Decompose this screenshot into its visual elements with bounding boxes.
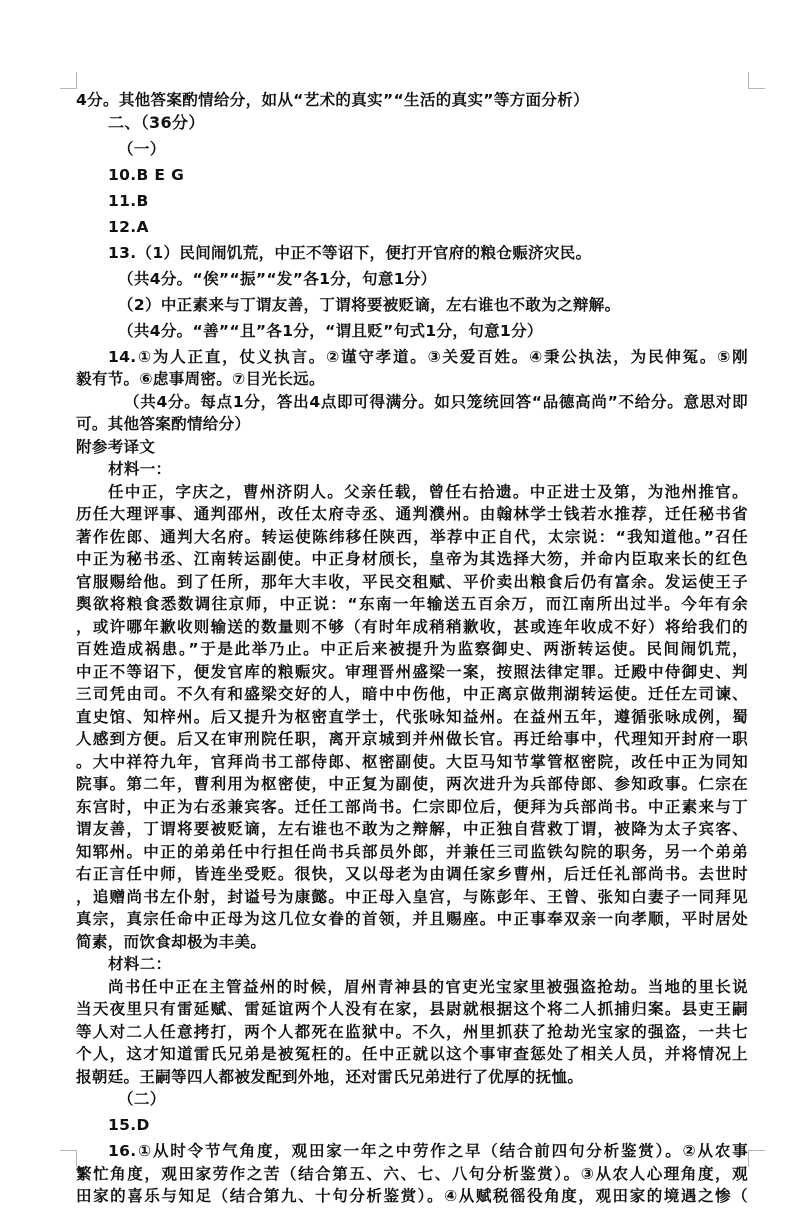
translation-line: 简素，而饮食却极为丰美。 (76, 932, 267, 951)
translation-line: 真宗，真宗任命中正母为这几位女眷的首领，并且赐座。中正事奉双亲一向孝顺，平时居处 (76, 910, 748, 928)
answer-15: 15.D (108, 1116, 150, 1134)
text-line: 可。其他答案酌情给分） (76, 415, 251, 433)
crop-mark-top-left (60, 72, 77, 89)
material-1-heading: 材料一： (108, 460, 172, 478)
subsection-heading: （一） (118, 139, 166, 158)
translation-line: 右正言任中师，皆连坐受贬。很快，又以母老为由调任家乡曹州，后迁任礼部尚书。去世时 (76, 865, 748, 883)
subsection-heading: （二） (118, 1090, 166, 1108)
translation-line: 报朝廷。王嗣等四人都被发配到外地，还对雷氏兄弟进行了优厚的抚恤。 (76, 1067, 584, 1086)
answer-13-2: （2）中正素来与丁谓友善，丁谓将要被贬谪，左右谁也不敢为之辩解。 (118, 295, 621, 314)
crop-mark-bottom-right (748, 1150, 765, 1167)
text-line: 繁忙角度，观田家劳作之苦（结合第五、六、七、八句分析鉴赏）。③从农人心理角度，观 (76, 1164, 748, 1183)
answer-13-1: 13.（1）民间闹饥荒，中正不等诏下，便打开官府的粮仓赈济灾民。 (108, 243, 592, 262)
translation-line: 院事。第二年，曹利用为枢密使，中正复为副使，两次进升为兵部侍郎、参知政事。仁宗在 (76, 775, 748, 793)
translation-line: 中正为秘书丞、江南转运副使。中正身材颀长，皇帝为其选择大笏，并命内臣取来长的红色 (76, 550, 748, 568)
translation-line: 百姓造成祸患。”于是此举乃止。中正后来被提升为监察御史、两浙转运使。民间闹饥荒， (76, 640, 748, 658)
translation-line: 历任大理评事、通判邵州，改任太府寺丞、通判濮州。由翰林学士钱若水推荐，迁任秘书省 (76, 505, 748, 523)
section-heading: 二、（36分） (108, 112, 205, 132)
translation-line: 三司凭由司。不久有和盛梁交好的人，暗中中伤他，中正离京做荆湖转运使。迁任左司谏、 (76, 685, 748, 703)
answer-10: 10.B E G (108, 165, 185, 184)
translation-line: 。大中祥符九年，官拜尚书工部侍郎、枢密副使。大臣马知节掌管枢密院，改任中正为同知 (76, 752, 748, 771)
translation-line: 知郓州。中正的弟弟任中行担任尚书兵部员外郎，并兼任三司监铁勾院的职务，另一个弟弟 (76, 842, 748, 861)
answer-14: 14.①为人正直，仗义执言。②谨守孝道。③关爱百姓。④秉公执法，为民伸冤。⑤刚 (108, 347, 748, 366)
translation-line: 中正不等诏下，便发官库的粮赈灾。审理晋州盛梁一案，按照法律定罪。迁殿中侍御史、判 (76, 662, 748, 681)
text-line: 毅有节。⑥虑事周密。⑦目光长远。 (76, 370, 325, 388)
translation-line: 东宫时，中正为右丞兼宾客。迁任工部尚书。仁宗即位后，便拜为兵部尚书。中正素来与丁 (76, 797, 748, 816)
answer-16: 16.①从时令节气角度，观田家一年之中劳作之早（结合前四句分析鉴赏）。②从农事 (108, 1142, 748, 1160)
translation-line: 等人对二人任意拷打，两个人都死在监狱中。不久，州里抓获了抢劫光宝家的强盗，一共七 (76, 1022, 748, 1041)
text-line: 4分。其他答案酌情给分，如从“艺术的真实”“生活的真实”等方面分析） (76, 91, 589, 109)
translation-line: ，或许哪年歉收则输送的数量则不够（有时年成稍稍歉收，甚或连年收成不好）将给我们的 (76, 617, 748, 636)
crop-mark-top-right (748, 72, 765, 89)
translation-line: 著作佐郎、通判大名府。转运使陈纬移任陕西，举荐中正自代，太宗说：“我知道他。”召任 (76, 527, 748, 546)
translation-line: 尚书任中正在主管益州的时候，眉州青神县的官吏光宝家里被强盗抢劫。当地的里长说 (108, 977, 748, 996)
scoring-note: （共4分。“俟”“振”“发”各1分，句意1分） (118, 269, 437, 288)
translation-line: 官服赐给他。到了任所，那年大丰收，平民交租赋、平价卖出粮食后仍有富余。发运使王子 (76, 572, 748, 591)
translation-line: 任中正，字庆之，曹州济阴人。父亲任载，曾任右拾遗。中正进士及第，为池州推官。 (108, 482, 748, 501)
translation-line: 人感到方便。后又在审刑院任职，离开京城到并州做长官。再迁给事中，代理知开封府一职 (76, 730, 748, 748)
translation-line: 舆欲将粮食悉数调往京师，中正说：“东南一年输送五百余万，而江南所出过半。今年有余 (76, 595, 748, 613)
translation-line: ，追赠尚书左仆射，封谥号为康懿。中正母入皇宫，与陈彭年、王曾、张知白妻子一同拜见 (76, 887, 748, 906)
material-2-heading: 材料二： (108, 955, 172, 973)
document-page (76, 89, 748, 1208)
translation-line: 直史馆、知梓州。后又提升为枢密直学士，代张咏知益州。在益州五年，遵循张咏成例，蜀 (76, 707, 748, 726)
answer-12: 12.A (108, 217, 149, 236)
crop-mark-bottom-left (60, 1150, 77, 1167)
translation-heading: 附参考译文 (76, 437, 156, 456)
scoring-note: （共4分。“善”“且”各1分，“谓且贬”句式1分，句意1分） (118, 321, 543, 340)
text-line: 田家的喜乐与知足（结合第九、十句分析鉴赏）。④从赋税徭役角度，观田家的境遇之惨（ (76, 1187, 748, 1205)
translation-line: 个人，这才知道雷氏兄弟是被冤枉的。任中正就以这个事审查惩处了相关人员，并将情况上 (76, 1045, 748, 1063)
translation-line: 当天夜里只有雷延赋、雷延谊两个人没有在家，县尉就根据这个将二人抓捕归案。县吏王嗣 (76, 1000, 748, 1018)
answer-11: 11.B (108, 191, 149, 210)
scoring-note: （共4分。每点1分，答出4点即可得满分。如只笼统回答“品德高尚”不给分。意思对即 (124, 392, 748, 411)
translation-line: 谓友善，丁谓将要被贬谪，左右谁也不敢为之辩解，中正独自营救丁谓，被降为太子宾客、 (76, 820, 748, 838)
